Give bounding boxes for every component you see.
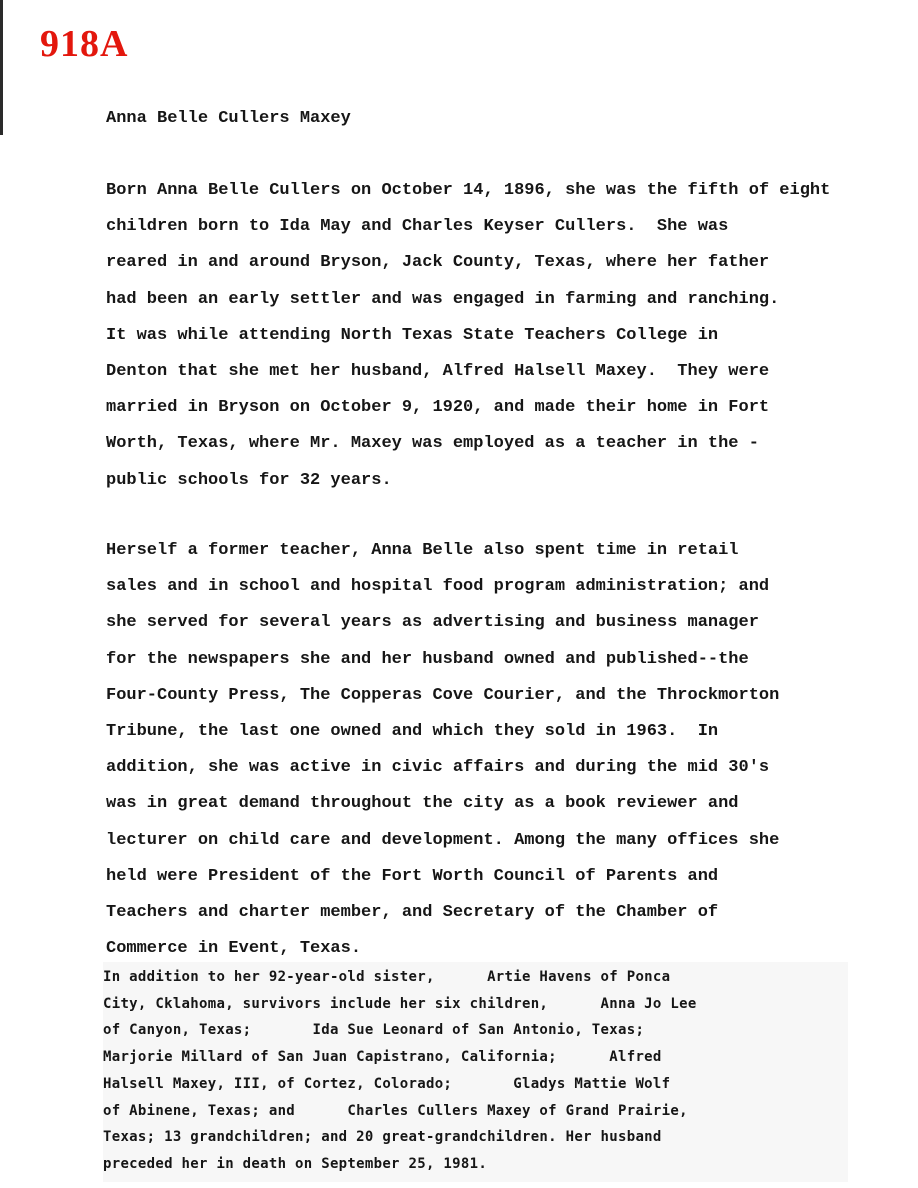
text-line: of Canyon, Texas; Ida Sue Leonard of San Antonio, Texas; xyxy=(103,1022,645,1039)
text-line: Halsell Maxey, III, of Cortez, Colorado; Gladys Mattie Wolf xyxy=(103,1075,671,1092)
text-line: was in great demand throughout the city as a book reviewer and xyxy=(106,794,739,814)
text-line: Born Anna Belle Cullers on October 14, 1896, she was the fifth of eight xyxy=(106,181,831,200)
text-line: she served for several years as advertising and business manager xyxy=(106,613,759,633)
page-number: 918A xyxy=(40,23,129,65)
scan-left-edge xyxy=(0,0,3,135)
text-line: Tribune, the last one owned and which they sold in 1963. In xyxy=(106,722,719,742)
text-line: sales and in school and hospital food program administration; and xyxy=(106,577,770,597)
text-line: Herself a former teacher, Anna Belle also spent time in retail xyxy=(106,541,739,560)
text-line: preceded her in death on September 25, 1981. xyxy=(103,1155,488,1172)
biography-paragraph-career xyxy=(106,533,779,967)
text-line: married in Bryson on October 9, 1920, and made their home in Fort xyxy=(106,398,770,418)
text-line: It was while attending North Texas State Teachers College in xyxy=(106,325,719,345)
text-line: lecturer on child care and development. Among the many offices she xyxy=(106,830,780,850)
text-line: reared in and around Bryson, Jack County, Texas, where her father xyxy=(106,253,770,273)
text-line: Marjorie Millard of San Juan Capistrano, California; Alfred xyxy=(103,1049,662,1066)
text-line: had been an early settler and was engaged in farming and ranching. xyxy=(106,289,780,309)
document-title: Anna Belle Cullers Maxey xyxy=(106,109,351,128)
survivors-clipping xyxy=(103,962,848,1182)
text-line: In addition to her 92-year-old sister, Artie Havens of Ponca xyxy=(103,969,671,985)
text-line: Worth, Texas, where Mr. Maxey was employed as a teacher in the - xyxy=(106,434,759,454)
text-line: addition, she was active in civic affairs and during the mid 30's xyxy=(106,758,770,778)
text-line: City, Cklahoma, survivors include her six children, Anna Jo Lee xyxy=(103,995,697,1012)
text-line: Denton that she met her husband, Alfred Halsell Maxey. They were xyxy=(106,362,770,382)
text-line: Texas; 13 grandchildren; and 20 great-grandchildren. Her husband xyxy=(103,1129,662,1146)
text-line: of Abinene, Texas; and Charles Cullers Maxey of Grand Prairie, xyxy=(103,1102,688,1119)
biography-paragraph-birth xyxy=(106,173,830,499)
text-line: for the newspapers she and her husband owned and published--the xyxy=(106,649,749,669)
text-line: Teachers and charter member, and Secretary of the Chamber of xyxy=(106,903,719,923)
text-line: children born to Ida May and Charles Keyser Cullers. She was xyxy=(106,217,729,237)
text-line: Commerce in Event, Texas. xyxy=(106,939,362,959)
text-line: Four-County Press, The Copperas Cove Courier, and the Throckmorton xyxy=(106,685,780,705)
text-line: public schools for 32 years. xyxy=(106,470,392,490)
text-line: held were President of the Fort Worth Council of Parents and xyxy=(106,866,719,886)
